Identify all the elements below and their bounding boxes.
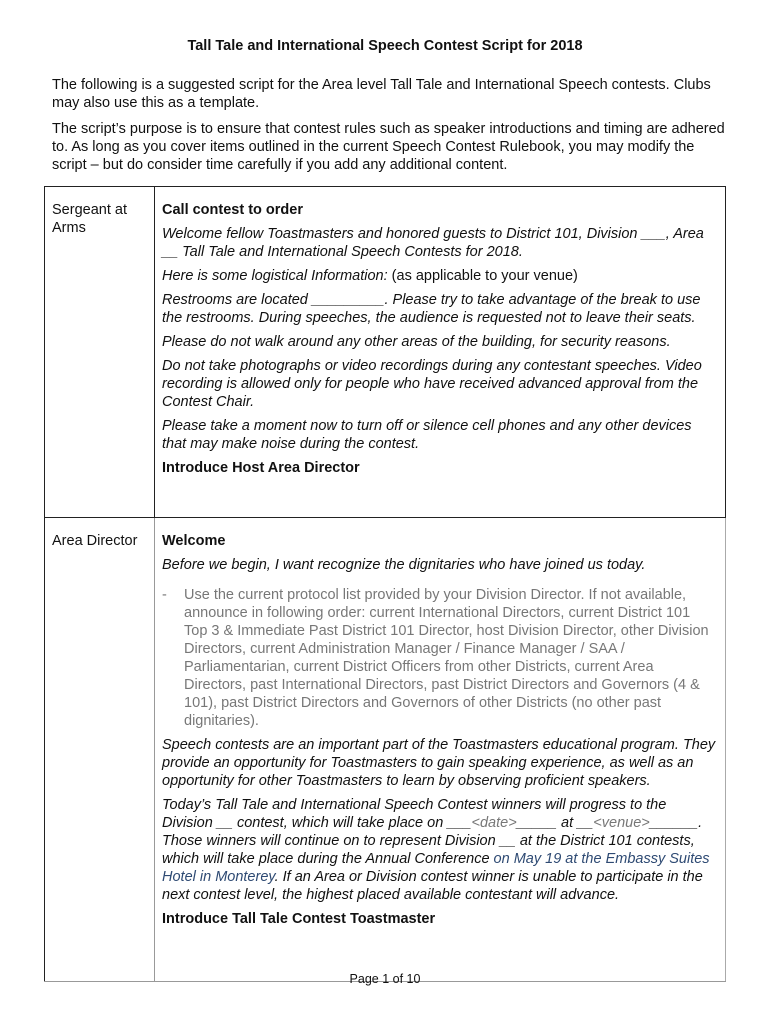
script-line: Speech contests are an important part of the Toastmasters educational program. They provide an opportunity for Toastmasters to gain speaking experience, as well as an opportunity for other Toastmasters to learn by observing proficient speakers. [162,737,716,789]
progress-text: Today’s Tall Tale and International Speech Contest winners will progress to the Division __ contest, which will take place on ___ [162,797,667,831]
protocol-note [162,586,717,730]
script-line: Restrooms are located _________. Please try to take advantage of the break to use the restrooms. During speeches, the audience is requested not to leave their seats. [162,292,701,326]
intro-paragraph-2: The script’s purpose is to ensure that contest rules such as speaker introductions and timing are adhered to. As long as you cover items outlined in the current Speech Contest Rulebook, you may modify the script – but do consider time carefully if you add any additional content. [52,121,725,173]
script-table [44,186,726,982]
role-cell: Area Director [45,518,155,982]
progress-text: _____ at __ [516,815,594,831]
progress-text: ______. Those winners will continue on to represent Division __ at the District 101 contests, which will take place during the Annual Conference [162,815,703,867]
script-line [162,267,717,285]
conference-details: on May 19 at the Embassy Suites Hotel in Monterey [162,851,710,885]
table-row [45,518,726,982]
script-line: Welcome fellow Toastmasters and honored guests to District 101, Division ___, Area __ Tall Tale and International Speech Contests for 2018. [162,226,704,260]
script-line: Before we begin, I want recognize the dignitaries who have joined us today. [162,557,646,573]
date-placeholder: <date> [471,815,517,831]
table-row [45,187,726,518]
content-cell [155,518,726,982]
script-line-italic: Here is some logistical Information: [162,268,388,284]
section-closing: Introduce Tall Tale Contest Toastmaster [162,911,436,927]
section-heading: Call contest to order [162,202,303,218]
script-line: Please do not walk around any other areas of the building, for security reasons. [162,334,671,350]
script-line-note: (as applicable to your venue) [387,268,578,284]
section-heading: Welcome [162,533,226,549]
bullet-dash: - [162,587,167,603]
venue-placeholder: <venue> [593,815,650,831]
section-closing: Introduce Host Area Director [162,460,360,476]
role-cell: Sergeant at Arms [45,187,155,518]
document-title: Tall Tale and International Speech Contest Script for 2018 [187,38,583,54]
script-line: Please take a moment now to turn off or silence cell phones and any other devices that may make noise during the contest. [162,418,692,452]
page-number: Page 1 of 10 [349,972,421,986]
content-cell [155,187,726,518]
intro-paragraph-1: The following is a suggested script for the Area level Tall Tale and International Speech contests. Clubs may also use this as a template. [52,77,711,111]
protocol-text: Use the current protocol list provided by your Division Director. If not available, announce in following order: current International Directors, current District 101 Top 3 & Immediate Past District 101 Director, host Division Director, other Division Directors, current Administration Manager / Finance Manager / SAA / Parliamentarian, current District Officers from other Districts, current Area Directors, past International Directors, past District Directors and Governors (4 & 101), past District Directors and Governors of other Districts (no other past dignitaries). [184,587,709,729]
script-line [162,796,717,904]
progress-text: . If an Area or Division contest winner is unable to participate in the next contest level, the highest placed available contestant will advance. [162,869,703,903]
script-line: Do not take photographs or video recordings during any contestant speeches. Video recording is allowed only for people who have received advanced approval from the Contest Chair. [162,358,702,410]
